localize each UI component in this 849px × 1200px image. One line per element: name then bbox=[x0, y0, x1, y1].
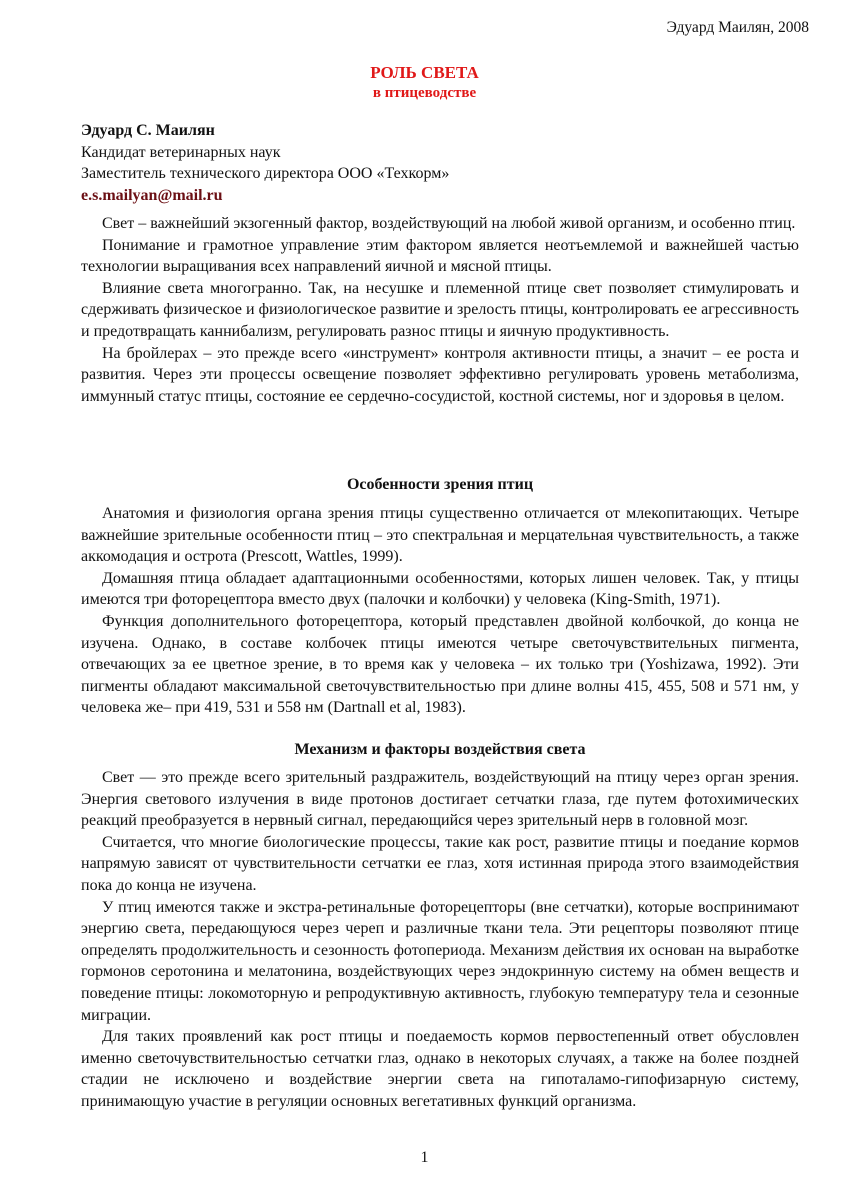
paragraph: У птиц имеются также и экстра-ретинальные фоторецепторы (вне сетчатки), которые воспринимают энергию света, передающуюся через череп и различные ткани тела. Эти рецепторы позволяют птице определять продолжительность и сезонность фотопериода. Механизм действия их основан на выработке гормонов серотонина и мелатонина, воздействующих через эндокринную систему на обмен веществ и поведение птицы: локомоторную и репродуктивную активность, глубокую температуру тела и сезонные миграции. bbox=[81, 898, 799, 1024]
paragraph: Свет — это прежде всего зрительный раздражитель, воздействующий на птицу через орган зрения. Энергия светового излучения в виде протонов достигает сетчатки глаза, где путем фотохимических реакций преобразуется в нервный сигнал, передающийся через зрительный нерв в головной мозг. bbox=[81, 769, 799, 830]
author-block bbox=[81, 120, 449, 206]
page-number: 1 bbox=[420, 1149, 429, 1166]
paragraph: Понимание и грамотное управление этим фактором является неотъемлемой и важнейшей частью технологии выращивания всех направлений яичной и мясной птицы. bbox=[81, 236, 799, 276]
section-heading: Особенности зрения птиц bbox=[346, 476, 534, 493]
author-email-link[interactable]: e.s.mailyan@mail.ru bbox=[81, 186, 223, 204]
paragraph: Влияние света многогранно. Так, на несушке и племенной птице свет позволяет стимулировать и сдерживать физическое и физиологическое развитие и зрелость птицы, контролировать ее агрессивность и предотвращать каннибализм, регулировать разнос птицы и яичную продуктивность. bbox=[81, 279, 799, 340]
paragraph: Свет – важнейший экзогенный фактор, воздействующий на любой живой организм, и особенно птиц. bbox=[102, 215, 796, 232]
section-mechanism bbox=[81, 767, 799, 1113]
paragraph: Функция дополнительного фоторецептора, который представлен двойной колбочкой, до конца не изучена. Однако, в составе колбочек птицы имеются четыре светочувствительных пигмента, отвечающих за ее цветное зрение, в то время как у человека – их только три (Yoshizawa, 1992). Эти пигменты обладают максимальной светочувствительностью при длине волны 415, 455, 508 и 571 нм, у человека же– при 419, 531 и 558 нм (Dartnall et al, 1983). bbox=[81, 612, 799, 717]
section-heading: Механизм и факторы воздействия света bbox=[294, 741, 586, 758]
author-position: Заместитель технического директора ООО «Техкорм» bbox=[81, 165, 450, 182]
author-name: Эдуард С. Маилян bbox=[81, 122, 215, 139]
paragraph: Для таких проявлений как рост птицы и поедаемость кормов первостепенный ответ обусловлен именно светочувствительностью сетчатки глаз, однако в некоторых случаях, а также на более поздней стадии не исключено и воздействие энергии света на гипоталамо-гипофизарную систему, принимающую участие в регуляции основных вегетативных функций организма. bbox=[81, 1028, 799, 1110]
paragraph: Считается, что многие биологические процессы, такие как рост, развитие птицы и поедание кормов напрямую зависят от чувствительности сетчатки ее глаз, хотя истинная природа этого взаимодействия пока до конца не изучена. bbox=[81, 833, 799, 894]
document-subtitle: в птицеводстве bbox=[372, 85, 477, 101]
document-title: РОЛЬ СВЕТА bbox=[370, 63, 479, 82]
title-block bbox=[0, 63, 849, 103]
section-vision bbox=[81, 503, 799, 719]
running-head: Эдуард Маилян, 2008 bbox=[666, 19, 809, 36]
author-degree: Кандидат ветеринарных наук bbox=[81, 143, 281, 161]
intro-section bbox=[81, 213, 799, 407]
paragraph: На бройлерах – это прежде всего «инструмент» контроля активности птицы, а значит – ее роста и развития. Через эти процессы освещение позволяет эффективно регулировать уровень метаболизма, иммунный статус птицы, состояние ее сердечно-сосудистой, костной системы, ног и здоровья в целом. bbox=[81, 344, 799, 405]
paragraph: Анатомия и физиология органа зрения птицы существенно отличается от млекопитающих. Четыре важнейшие зрительные особенности птиц – это спектральная и мерцательная чувствительность, а также аккомодация и острота (Prescott, Wattles, 1999). bbox=[81, 505, 799, 566]
paragraph: Домашняя птица обладает адаптационными особенностями, которых лишен человек. Так, у птицы имеются три фоторецептора вместо двух (палочки и колбочки) у человека (King-Smith, 1971). bbox=[81, 569, 799, 609]
